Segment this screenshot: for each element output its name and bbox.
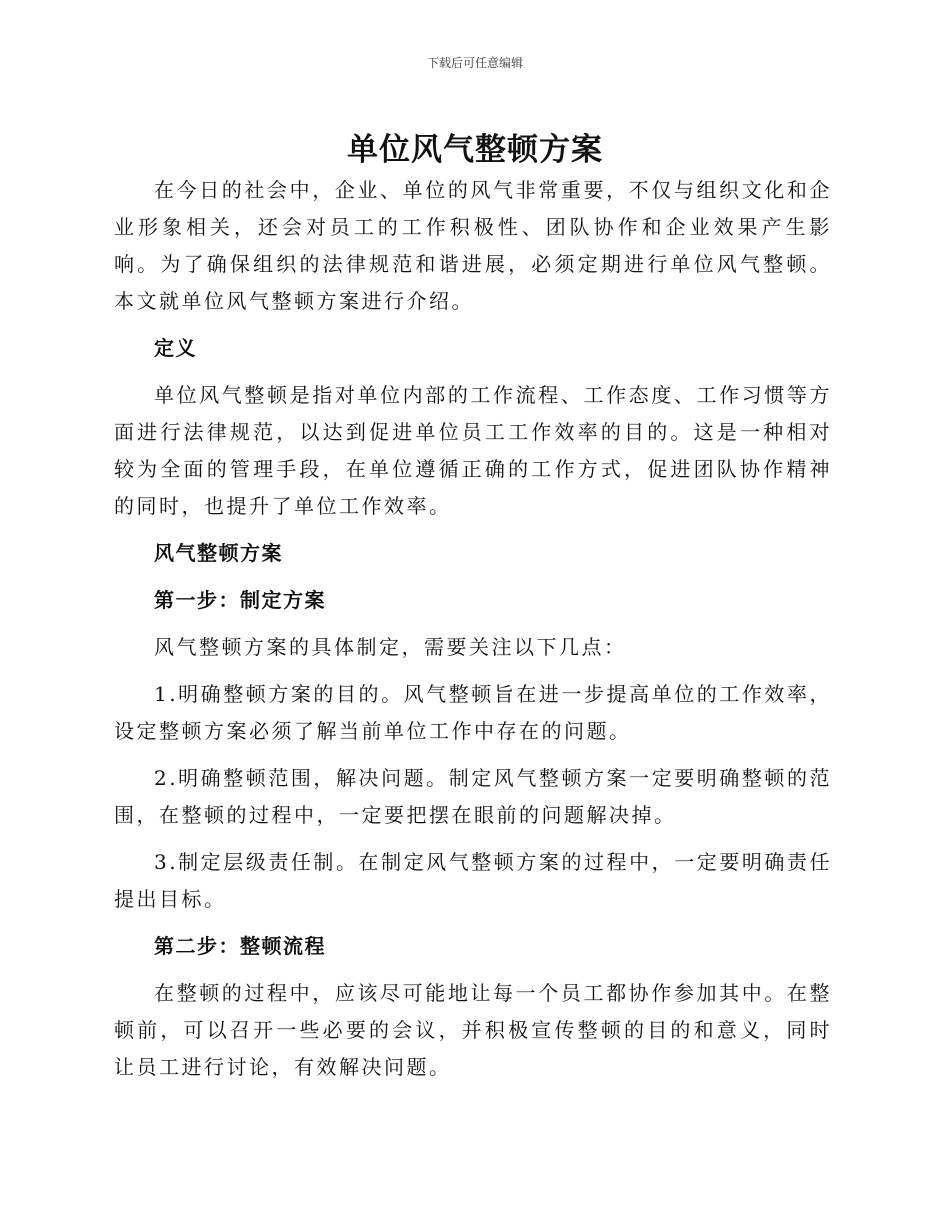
document-body [114, 172, 832, 1086]
step1-item: 3.制定层级责任制。在制定风气整顿方案的过程中，一定要明确责任提出目标。 [114, 850, 832, 911]
step2-heading: 第二步：整顿流程 [154, 934, 326, 958]
step1-item: 2.明确整顿范围，解决问题。制定风气整顿方案一定要明确整顿的范围，在整顿的过程中，一定要把摆在眼前的问题解决掉。 [114, 766, 832, 827]
step1-heading: 第一步：制定方案 [154, 588, 326, 612]
document-title: 单位风气整顿方案 [347, 132, 603, 168]
step2-paragraph: 在整顿的过程中，应该尽可能地让每一个员工都协作参加其中。在整顿前，可以召开一些必要的会议，并积极宣传整顿的目的和意义，同时让员工进行讨论，有效解决问题。 [114, 981, 832, 1079]
intro-paragraph: 在今日的社会中，企业、单位的风气非常重要，不仅与组织文化和企业形象相关，还会对员工的工作积极性、团队协作和企业效果产生影响。为了确保组织的法律规范和谐进展，必须定期进行单位风气整顿。本文就单位风气整顿方案进行介绍。 [114, 178, 832, 313]
page-header: 下载后可任意编辑 [426, 56, 523, 70]
step1-item: 1.明确整顿方案的目的。风气整顿旨在进一步提高单位的工作效率，设定整顿方案必须了解当前单位工作中存在的问题。 [114, 682, 832, 743]
definition-paragraph: 单位风气整顿是指对单位内部的工作流程、工作态度、工作习惯等方面进行法律规范，以达到促进单位员工工作效率的目的。这是一种相对较为全面的管理手段，在单位遵循正确的工作方式，促进团队协作精神的同时，也提升了单位工作效率。 [114, 383, 832, 518]
step1-intro: 风气整顿方案的具体制定，需要关注以下几点： [154, 635, 627, 659]
section-heading-plan: 风气整顿方案 [154, 541, 283, 565]
section-heading-definition: 定义 [154, 336, 197, 360]
